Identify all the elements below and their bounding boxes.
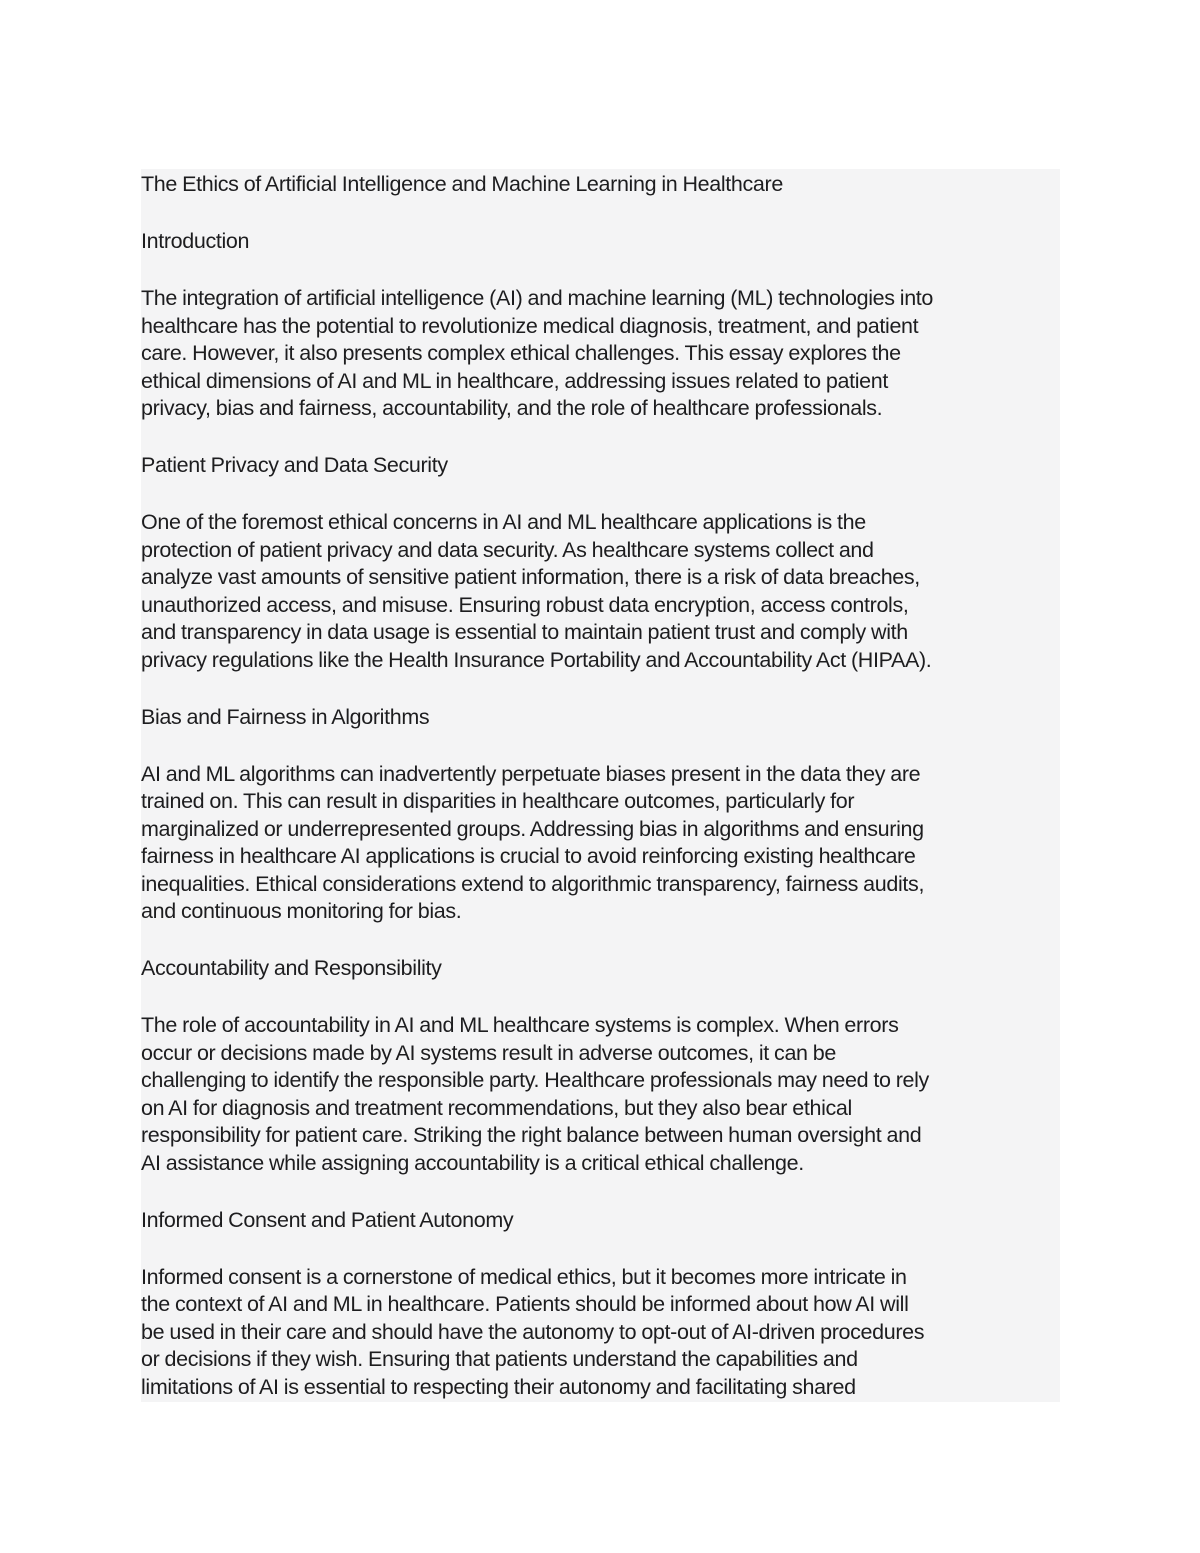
section-heading: Introduction (141, 229, 250, 253)
section-heading: Bias and Fairness in Algorithms (141, 704, 430, 729)
paragraph-line: The role of accountability in AI and ML healthcare systems is complex. When errors (141, 1013, 899, 1037)
paragraph-line: protection of patient privacy and data security. As healthcare systems collect and (141, 537, 874, 562)
paragraph-line: limitations of AI is essential to respecting their autonomy and facilitating shared (141, 1374, 856, 1399)
paragraph-line: Informed consent is a cornerstone of medical ethics, but it becomes more intricate in (141, 1264, 907, 1289)
paragraph-line: The integration of artificial intelligence (AI) and machine learning (ML) technologies into (141, 286, 934, 310)
paragraph-line: privacy regulations like the Health Insurance Portability and Accountability Act (HIPAA). (141, 647, 932, 672)
paragraph-line: healthcare has the potential to revolutionize medical diagnosis, treatment, and patient (141, 313, 919, 338)
paragraph-line: ethical dimensions of AI and ML in healthcare, addressing issues related to patient (141, 368, 888, 393)
paragraph-line: be used in their care and should have the autonomy to opt-out of AI-driven procedures (141, 1319, 925, 1344)
paragraph-line: unauthorized access, and misuse. Ensuring robust data encryption, access controls, (141, 592, 909, 617)
document-title: The Ethics of Artificial Intelligence and Machine Learning in Healthcare (141, 172, 783, 196)
paragraph-line: responsibility for patient care. Striking the right balance between human oversight and (141, 1123, 922, 1147)
paragraph-line: care. However, it also presents complex ethical challenges. This essay explores the (141, 341, 901, 365)
paragraph-line: or decisions if they wish. Ensuring that patients understand the capabilities and (141, 1347, 858, 1371)
paragraph-line: inequalities. Ethical considerations extend to algorithmic transparency, fairness audits, (141, 871, 925, 896)
document-page (141, 169, 1060, 1402)
paragraph-line: and transparency in data usage is essential to maintain patient trust and comply with (141, 620, 908, 644)
section-heading: Informed Consent and Patient Autonomy (141, 1207, 514, 1232)
paragraph-line: trained on. This can result in disparities in healthcare outcomes, particularly for (141, 789, 855, 813)
paragraph-line: and continuous monitoring for bias. (141, 899, 462, 923)
paragraph-line: marginalized or underrepresented groups. Addressing bias in algorithms and ensuring (141, 816, 924, 841)
section-heading: Patient Privacy and Data Security (141, 453, 448, 477)
paragraph-line: AI and ML algorithms can inadvertently perpetuate biases present in the data they are (141, 761, 921, 786)
paragraph-line: the context of AI and ML in healthcare. Patients should be informed about how AI will (141, 1292, 909, 1316)
paragraph-line: challenging to identify the responsible party. Healthcare professionals may need to rely (141, 1068, 929, 1092)
paragraph-line: occur or decisions made by AI systems result in adverse outcomes, it can be (141, 1040, 836, 1065)
paragraph-line: analyze vast amounts of sensitive patient information, there is a risk of data breaches, (141, 565, 920, 589)
paragraph-line: privacy, bias and fairness, accountability, and the role of healthcare professionals. (141, 396, 883, 420)
paragraph-line: fairness in healthcare AI applications is crucial to avoid reinforcing existing healthcare (141, 844, 916, 868)
document-body (141, 169, 1060, 1401)
paragraph-line: on AI for diagnosis and treatment recommendations, but they also bear ethical (141, 1095, 852, 1120)
section-heading: Accountability and Responsibility (141, 956, 442, 980)
paragraph-line: One of the foremost ethical concerns in AI and ML healthcare applications is the (141, 510, 866, 534)
paragraph-line: AI assistance while assigning accountability is a critical ethical challenge. (141, 1150, 804, 1175)
